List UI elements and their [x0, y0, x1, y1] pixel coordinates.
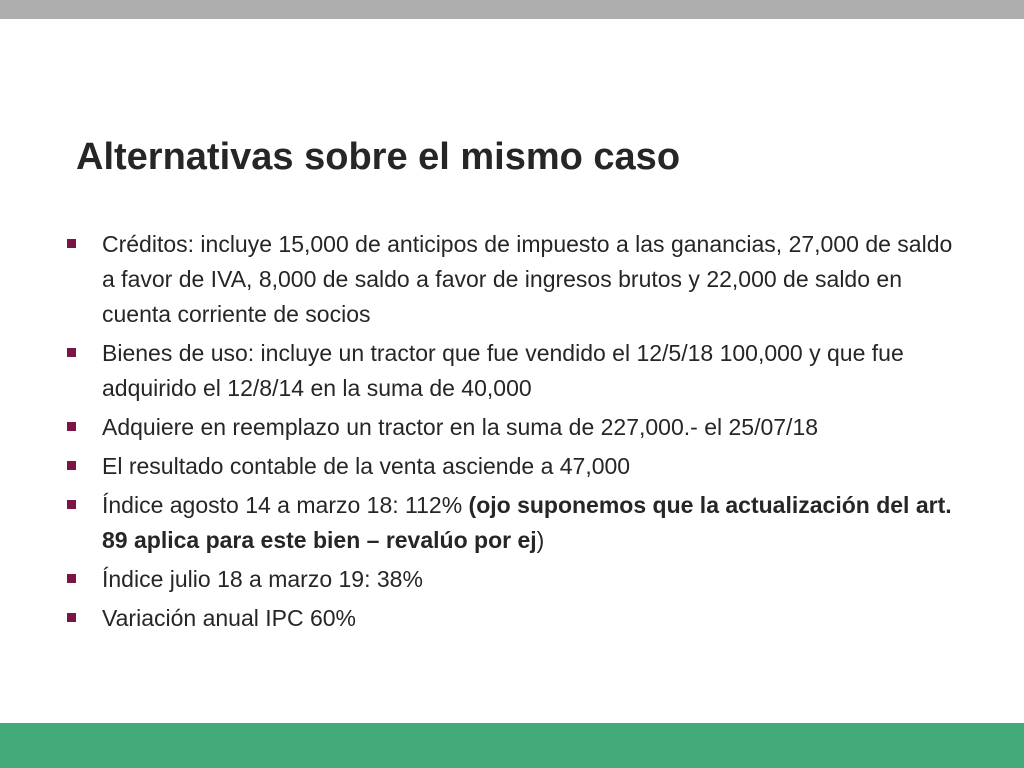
- bullet-bold-note: (ojo suponemos que la actualización del art. 89 aplica para este bien – revalúo por ej: [102, 492, 952, 553]
- bullet-text: Adquiere en reemplazo un tractor en la suma de 227,000.- el 25/07/18: [102, 414, 819, 440]
- bullet-item-ipc: [64, 601, 964, 636]
- bullet-text: El resultado contable de la venta asciende a 47,000: [102, 453, 631, 479]
- slide-title: Alternativas sobre el mismo caso: [76, 136, 681, 178]
- bullet-item-reemplazo: [64, 410, 964, 445]
- square-bullet-icon: [67, 500, 76, 509]
- bullet-text: Bienes de uso: incluye un tractor que fue vendido el 12/5/18 100,000 y que fue adquirido el 12/8/14 en la suma de 40,000: [102, 340, 904, 401]
- bullet-item-creditos: [64, 227, 964, 332]
- bullet-item-indice-julio: [64, 562, 964, 597]
- square-bullet-icon: [67, 574, 76, 583]
- square-bullet-icon: [67, 422, 76, 431]
- bullet-tail-text: ): [536, 527, 545, 553]
- square-bullet-icon: [67, 239, 76, 248]
- square-bullet-icon: [67, 348, 76, 357]
- top-decor-bar: [0, 0, 1024, 19]
- bullet-item-bienes-de-uso: [64, 336, 964, 406]
- bottom-decor-bar: [0, 723, 1024, 768]
- bullet-list: [64, 227, 964, 640]
- bullet-text: Créditos: incluye 15,000 de anticipos de impuesto a las ganancias, 27,000 de saldo a favor de IVA, 8,000 de saldo a favor de ingresos brutos y 22,000 de saldo en cuenta corriente de socios: [102, 231, 953, 327]
- bullet-text: Índice julio 18 a marzo 19: 38%: [102, 566, 423, 592]
- bullet-text: Índice agosto 14 a marzo 18: 112%: [102, 492, 469, 518]
- square-bullet-icon: [67, 461, 76, 470]
- bullet-item-resultado-contable: [64, 449, 964, 484]
- square-bullet-icon: [67, 613, 76, 622]
- bullet-text: Variación anual IPC 60%: [102, 605, 356, 631]
- bullet-item-indice-agosto: [64, 488, 964, 558]
